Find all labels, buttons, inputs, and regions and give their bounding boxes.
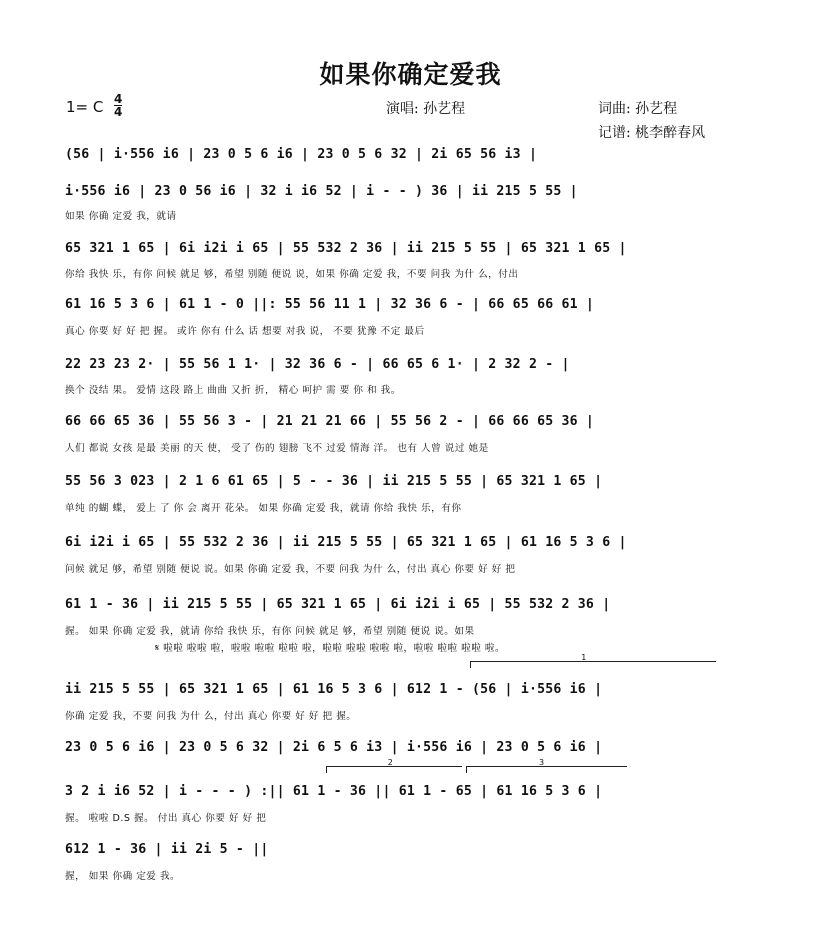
score-line-4-notes: 61 16 5 3 6 | 61 1 - 0 ||: 55 56 11 1 | 32 36 6 - | 66 65 66 61 | — [65, 297, 595, 312]
lyricist-composer-credit: 词曲: 孙艺程 — [598, 101, 678, 117]
time-signature-bottom: 4 — [114, 105, 123, 119]
score-line-5-notes: 22 23 23 2· | 55 56 1 1· | 32 36 6 - | 66 65 6 1· | 2 32 2 - | — [65, 357, 570, 372]
score-line-7-lyrics: 单纯 的蝴 蝶， 爱上 了 你 会 离开 花朵。 如果 你确 定爱 我，就请 你给 我快 乐，有你 — [65, 503, 462, 514]
second-verse-lyrics: 𝄋 啦啦 啦啦 啦，啦啦 啦啦 啦啦 啦，啦啦 啦啦 啦啦 啦，啦啦 啦啦 啦啦 啦。 — [155, 643, 506, 654]
score-line-5-lyrics: 换个 没结 果。 爱情 这段 路上 曲曲 又折 折， 精心 呵护 需 要 你 和 我。 — [65, 385, 401, 396]
volta-bracket-3 — [466, 758, 627, 773]
score-line-6-notes: 66 66 65 36 | 55 56 3 - | 21 21 21 66 | 55 56 2 - | 66 66 65 36 | — [65, 414, 595, 429]
score-line-4-lyrics: 真心 你要 好 好 把 握。 或许 你有 什么 话 想要 对我 说， 不要 犹豫 不定 最后 — [65, 326, 425, 337]
score-line-10-notes: ii 215 5 55 | 65 321 1 65 | 61 16 5 3 6 | 612 1 - (56 | i·556 i6 | — [65, 682, 603, 697]
score-line-9-lyrics: 握。 如果 你确 定爱 我，就请 你给 我快 乐，有你 问候 就足 够，希望 别随 便说 说。如果 — [65, 626, 475, 637]
score-line-2-notes: i·556 i6 | 23 0 56 i6 | 32 i i6 52 | i - - ) 36 | ii 215 5 55 | — [65, 184, 578, 199]
score-line-10-lyrics: 你确 定爱 我，不要 问我 为什 么，付出 真心 你要 好 好 把 握。 — [65, 711, 357, 722]
time-signature-top: 4 — [114, 92, 123, 106]
score-line-13-notes: 612 1 - 36 | ii 2i 5 - || — [65, 842, 269, 857]
score-line-7-notes: 55 56 3 023 | 2 1 6 61 65 | 5 - - 36 | ii 215 5 55 | 65 321 1 65 | — [65, 474, 603, 489]
score-line-11-notes: 23 0 5 6 i6 | 23 0 5 6 32 | 2i 6 5 6 i3 | i·556 i6 | 23 0 5 6 i6 | — [65, 740, 603, 755]
time-signature — [114, 93, 122, 118]
score-line-3-notes: 65 321 1 65 | 6i i2i i 65 | 55 532 2 36 | ii 215 5 55 | 65 321 1 65 | — [65, 241, 627, 256]
score-line-13-lyrics: 握， 如果 你确 定爱 我。 — [65, 871, 181, 882]
singer-credit: 演唱: 孙艺程 — [386, 101, 466, 117]
score-line-9-notes: 61 1 - 36 | ii 215 5 55 | 65 321 1 65 | 6i i2i i 65 | 55 532 2 36 | — [65, 597, 611, 612]
score-line-6-lyrics: 人们 都说 女孩 是最 美丽 的天 使， 受了 伤的 翅膀 飞不 过爱 情海 洋。 也有 人曾 说过 她是 — [65, 443, 489, 454]
score-line-2-lyrics: 如果 你确 定爱 我，就请 — [65, 211, 177, 222]
score-line-1-notes: (56 | i·556 i6 | 23 0 5 6 i6 | 23 0 5 6 32 | 2i 65 56 i3 | — [65, 147, 538, 162]
song-title: 如果你确定爱我 — [319, 60, 502, 89]
key-signature: 1= C — [66, 98, 104, 116]
transcriber-credit: 记谱: 桃李醉春风 — [598, 125, 706, 141]
volta-bracket-1 — [470, 653, 716, 668]
volta-3-label: 3 — [539, 758, 545, 767]
score-line-3-lyrics: 你给 我快 乐，有你 问候 就足 够，希望 别随 便说 说，如果 你确 定爱 我，不要 问我 为什 么，付出 — [65, 269, 519, 280]
score-line-8-lyrics: 问候 就足 够，希望 别随 便说 说。如果 你确 定爱 我，不要 问我 为什 么，付出 真心 你要 好 好 把 — [65, 564, 516, 575]
score-line-8-notes: 6i i2i i 65 | 55 532 2 36 | ii 215 5 55 | 65 321 1 65 | 61 16 5 3 6 | — [65, 535, 627, 550]
score-line-12-notes: 3 2 i i6 52 | i - - - ) :|| 61 1 - 36 || 61 1 - 65 | 61 16 5 3 6 | — [65, 784, 603, 799]
volta-1-label: 1 — [581, 653, 587, 662]
volta-bracket-2 — [326, 758, 462, 773]
score-line-12-lyrics: 握。 啦啦 D.S 握。 付出 真心 你要 好 好 把 — [65, 813, 267, 824]
volta-2-label: 2 — [387, 758, 393, 767]
